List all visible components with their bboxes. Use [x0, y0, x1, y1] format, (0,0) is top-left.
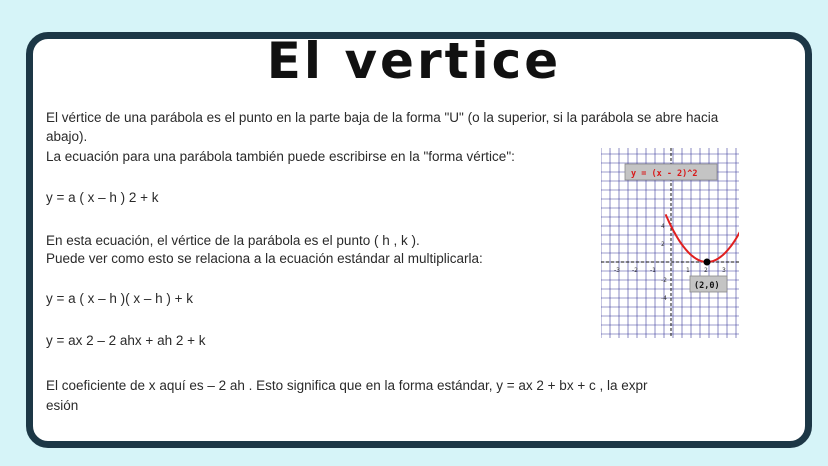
vertex-label: (2,0) [694, 281, 720, 291]
y-tick-label: 4 [661, 223, 665, 230]
vertex-line-2: Puede ver como esto se relaciona a la ecuación estándar al multiplicarla: [46, 251, 483, 266]
vertex-label-box [690, 276, 727, 292]
x-tick-label: -2 [632, 267, 638, 274]
equation-label-box [625, 164, 717, 180]
coefficient-line-2: esión [46, 398, 79, 413]
x-tick-label: 1 [686, 267, 690, 274]
parabola-graph [601, 148, 739, 338]
x-tick-label: 3 [722, 267, 726, 274]
vertex-point [704, 259, 711, 266]
intro-line-2: abajo). [46, 129, 88, 144]
equation-product: y = a ( x – h )( x – h ) + k [46, 291, 194, 306]
intro-line-3: La ecuación para una parábola también puede escribirse en la "forma vértice": [46, 149, 515, 164]
coefficient-line-1: El coeficiente de x aquí es – 2 ah . Esto significa que en la forma estándar, y = ax 2 + bx + c , la expr [46, 378, 648, 393]
intro-line-1: El vértice de una parábola es el punto en la parte baja de la forma "U" (o la superior, si la parábola se abre hacia [46, 110, 719, 125]
page-title: El vertice [266, 32, 562, 90]
y-tick-label: -2 [661, 277, 667, 284]
vertex-line-1: En esta ecuación, el vértice de la parábola es el punto ( h , k ). [46, 233, 420, 248]
equation-vertex-form: y = a ( x – h ) 2 + k [46, 190, 159, 205]
equation-label: y = (x - 2)^2 [631, 169, 698, 179]
x-tick-label: -3 [614, 267, 620, 274]
y-tick-label: 2 [661, 241, 665, 248]
x-tick-label: -1 [650, 267, 656, 274]
x-tick-label: 2 [704, 267, 708, 274]
equation-expanded: y = ax 2 – 2 ahx + ah 2 + k [46, 333, 206, 348]
y-tick-label: -4 [661, 295, 667, 302]
